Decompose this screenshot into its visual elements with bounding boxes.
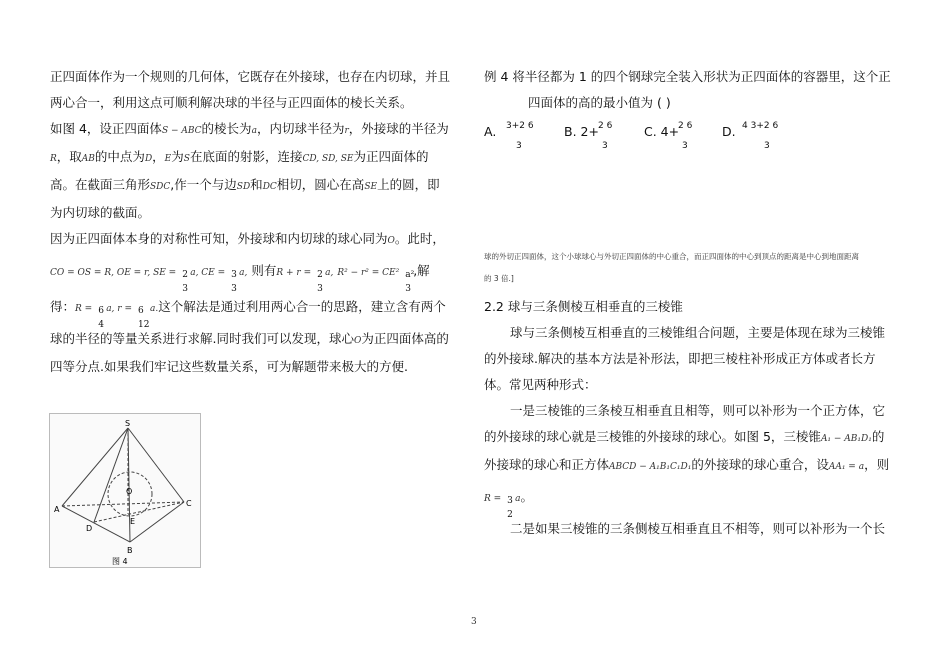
paragraph-line: 如图 4，设正四面体S − ABC的棱长为a，内切球半径为r，外接球的半径为 — [50, 121, 449, 136]
option-d: D. 4 3+2 6 3 — [722, 121, 779, 151]
figure-4-tetrahedron — [49, 413, 201, 568]
fraction: a² 3 — [405, 269, 415, 294]
equation-line: R = 3 2 a。 — [484, 480, 904, 516]
equation-line: CO = OS = R, OE = r, SE = 2 3 a, CE = 3 3 a, 则有R + r = 2 3 a, R² − r² = CE² a² 3 ,解 — [50, 254, 468, 290]
label-s: S — [125, 419, 131, 428]
label-e: E — [130, 517, 136, 526]
fraction: 2 3 — [182, 269, 188, 294]
label-o: O — [126, 487, 133, 496]
example-line: 四面体的高的最小值为 ( ) — [528, 95, 671, 110]
fraction: 2 3 — [317, 269, 323, 294]
paragraph-line: 球的半径的等量关系进行求解.同时我们可以发现，球心O为正四面体高的 — [50, 331, 449, 346]
paragraph-line: 两心合一，利用这点可顺利解决球的半径与正四面体的棱长关系。 — [50, 95, 413, 110]
label-c: C — [186, 499, 192, 508]
option-c: C. 4+ 2 6 3 — [644, 121, 693, 151]
note-line: 的 3 倍.] — [484, 274, 514, 283]
label-a: A — [54, 505, 60, 514]
option-b: B. 2+ 2 6 3 — [564, 121, 613, 151]
paragraph-line: 高。在截面三角形SDC,作一个与边SD和DC相切，圆心在高SE上的圆，即 — [50, 177, 440, 192]
section-title: 2.2 球与三条侧棱互相垂直的三棱锥 — [484, 299, 683, 314]
paragraph-line: 四等分点.如果我们牢记这些数量关系，可为解题带来极大的方便. — [50, 359, 408, 374]
label-d: D — [86, 524, 93, 533]
paragraph-line: 二是如果三棱锥的三条侧棱互相垂直且不相等，则可以补形为一个长 — [510, 521, 886, 536]
tetrahedron-diagram — [50, 414, 200, 567]
fraction: 3 3 — [231, 269, 237, 294]
fraction: 6 4 — [98, 305, 104, 330]
paragraph-line: 为内切球的截面。 — [50, 205, 151, 220]
page-number: 3 — [471, 617, 477, 627]
paragraph-line: 体。常见两种形式： — [484, 377, 597, 392]
left-column — [50, 64, 468, 380]
paragraph-line: 外接球的球心和正方体ABCD − A₁B₁C₁D₁的外接球的球心重合，设AA₁ = a，则 — [484, 457, 890, 472]
paragraph-line: 的外接球.解决的基本方法是补形法，即把三棱柱补形成正方体或者长方 — [484, 351, 876, 366]
fraction: 3 2 — [507, 495, 513, 520]
equation-line: 得：R = 6 4 a, r = 6 12 a.这个解法是通过利用两心合一的思路，建立含有两个 — [50, 290, 468, 326]
paragraph-line: R，取AB的中点为D，E为S在底面的射影，连接CD, SD, SE为正四面体的 — [50, 149, 429, 164]
answer-options — [484, 122, 904, 162]
paragraph-line: 正四面体作为一个规则的几何体，它既存在外接球，也存在内切球，并且 — [50, 69, 451, 84]
option-a: A. 3+2 6 3 — [484, 121, 534, 151]
figure-caption: 图 4 — [112, 557, 128, 566]
paragraph-line: 一是三棱锥的三条棱互相垂直且相等，则可以补形为一个正方体，它 — [510, 403, 886, 418]
example-line: 例 4 将半径都为 1 的四个钢球完全装入形状为正四面体的容器里，这个正 — [484, 69, 891, 84]
paragraph-line: 的外接球的球心就是三棱锥的外接球的球心。如图 5，三棱锥A₁ − AB₁D₁的 — [484, 429, 885, 444]
right-column — [484, 64, 904, 542]
fraction: 6 12 — [137, 305, 150, 330]
paragraph-line: 球与三条侧棱互相垂直的三棱锥组合问题，主要是体现在球为三棱锥 — [510, 325, 886, 340]
note-line: 球的外切正四面体，这个小球球心与外切正四面体的中心重合，而正四面体的中心到顶点的距离是中心到地面距离 — [484, 252, 859, 261]
paragraph-line: 因为正四面体本身的对称性可知，外接球和内切球的球心同为O。此时， — [50, 231, 445, 246]
label-b: B — [127, 546, 133, 555]
